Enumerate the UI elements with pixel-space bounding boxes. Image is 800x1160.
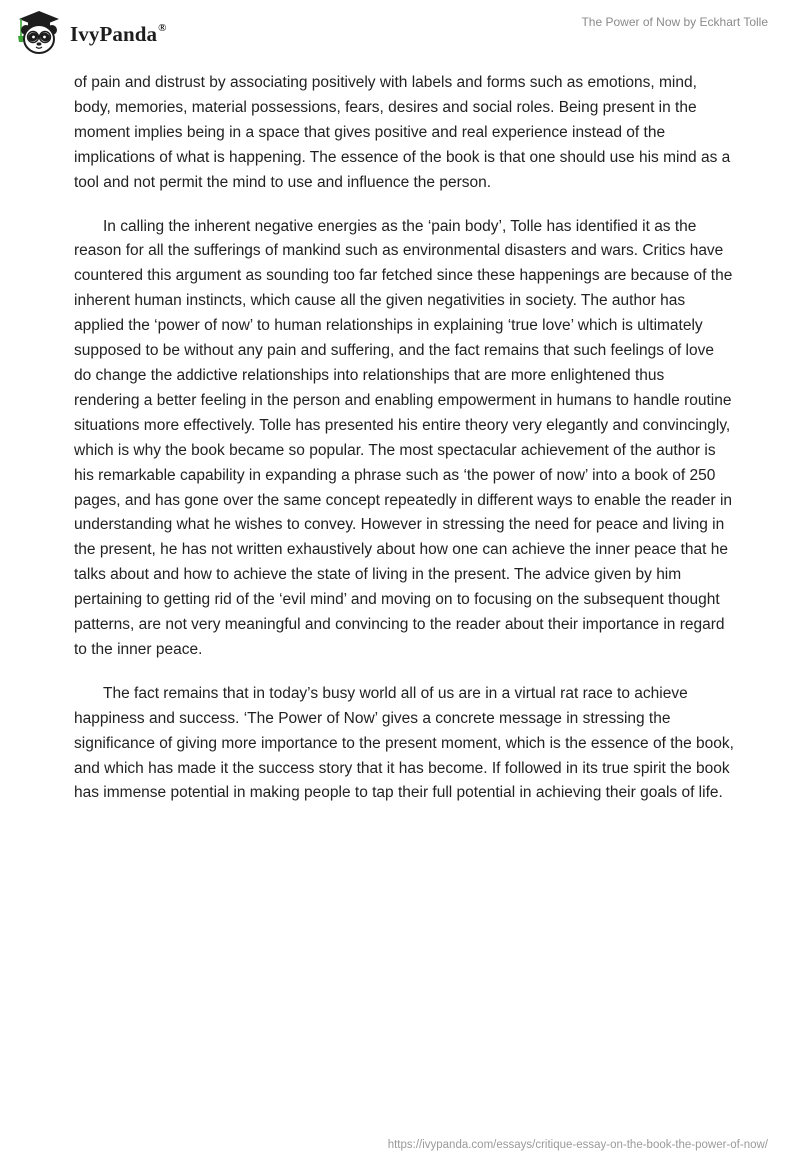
source-url-link[interactable]: https://ivypanda.com/essays/critique-essay-on-the-book-the-power-of-now/ bbox=[387, 1139, 768, 1151]
panda-graduate-icon bbox=[14, 8, 64, 58]
essay-body bbox=[74, 71, 734, 825]
document-title: The Power of Now by Eckhart Tolle bbox=[581, 15, 768, 29]
paragraph: The fact remains that in today’s busy world all of us are in a virtual rat race to achieve happiness and success. ‘The Power of Now’ gives a concrete message in stressing the significance of giving more importance to the present moment, which is the essence of the book, and which has made it the success story that it has become. If followed in its true spirit the book has immense potential in making people to tap their full potential in achieving their goals of life. bbox=[74, 684, 734, 802]
brand-name: IvyPanda® bbox=[70, 21, 167, 46]
ivypanda-logo[interactable] bbox=[14, 8, 167, 58]
paragraph: In calling the inherent negative energies as the ‘pain body’, Tolle has identified it as the reason for all the sufferings of mankind such as environmental disasters and wars. Critics have countered this argument as sounding too far fetched since these happenings are because of the inherent human instincts, which cause all the given negativities in society. The author has applied the ‘power of now’ to human relationships in explaining ‘true love’ which is ultimately supposed to be without any pain and suffering, and the fact remains that such feelings of love do change the addictive relationships into relationships that are more enlightened thus rendering a better feeling in the person and enabling empowerment in humans to handle routine situations more effectively. Tolle has presented his entire theory very elegantly and convincingly, which is why the book became so popular. The most spectacular achievement of the author is his remarkable capability in expanding a phrase such as ‘the power of now’ into a book of 250 pages, and has gone over the same concept repeatedly in different ways to enable the reader in understanding what he wishes to convey. However in stressing the need for peace and living in the present, he has not written exhaustively about how one can achieve the inner peace that he talks about and how to achieve the state of living in the present. The advice given by him pertaining to getting rid of the ‘evil mind’ and moving on to focusing on the subsequent thought patterns, are not very meaningful and convincing to the reader about their importance in regard to the inner peace. bbox=[74, 217, 733, 658]
registered-mark: ® bbox=[158, 21, 167, 34]
page-header bbox=[0, 0, 800, 70]
paragraph: of pain and distrust by associating positively with labels and forms such as emotions, mind, body, memories, material possessions, fears, desires and social roles. Being present in the moment implies being in a space that gives positive and real experience instead of the implications of what is happening. The essence of the book is that one should use his mind as a tool and not permit the mind to use and influence the person. bbox=[74, 74, 731, 191]
